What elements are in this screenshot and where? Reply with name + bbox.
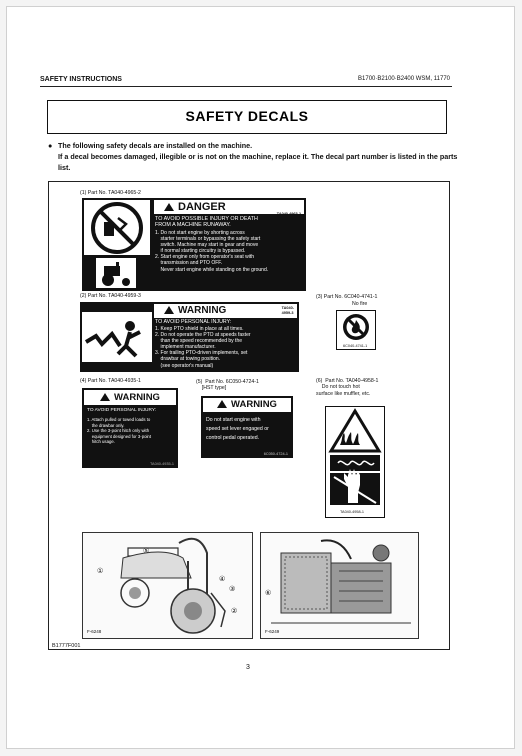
decal-1-label: (1) Part No. TA040-4965-2 (80, 190, 141, 196)
decal-1-body: 1. Do not start engine by shorting across starter terminals or bypassing the safety start switch. Machine may start in gear and move if normal starting circuitry is bypassed. 2. Start engine only from operator's seat with transmission and PTO OFF. Never start engine while standing on the ground. (155, 230, 269, 273)
decal-6-code: TA040-4958-1 (340, 510, 364, 514)
pto-entanglement-icon (82, 312, 152, 362)
warning-signal-word: WARNING (178, 305, 227, 316)
decal-4-heading: TO AVOID PERSONAL INJURY: (87, 408, 157, 413)
decal-5-code: 6C050-4724-1 (263, 452, 288, 456)
illustration-left-code: F-6248 (87, 629, 102, 634)
decal-5-label (196, 379, 259, 392)
svg-text:⑤: ⑤ (143, 547, 150, 555)
decal-3-code: 6C040-4741-1 (343, 344, 368, 348)
decal-5-part: (5) Part No. 6C050-4724-1 (196, 379, 259, 385)
svg-text:③: ③ (229, 585, 236, 593)
svg-text:⑥: ⑥ (265, 589, 272, 597)
decal-4-code: TA040-4935-1 (150, 462, 174, 466)
warning-signal-word: WARNING (231, 399, 277, 410)
decal-2-body: 1. Keep PTO shield in place at all times. 2. Do not operate the PTO at speeds faster than the speed recommended by the implement manufacturer. 3. For trailing PTO-driven implements, set drawbar at towing position. (see operator's manual) (155, 326, 251, 369)
svg-text:④: ④ (219, 575, 226, 583)
page-title: SAFETY DECALS (47, 100, 447, 134)
page-number: 3 (246, 664, 250, 671)
tractor-icon (96, 258, 136, 288)
decal-4 (82, 388, 178, 468)
model-code: B1700·B2100·B2400 WSM, 11770 (358, 76, 450, 82)
pto-pictogram (82, 312, 152, 362)
warning-banner (84, 390, 176, 405)
decal-1-heading: TO AVOID POSSIBLE INJURY OR DEATH FROM A MACHINE RUNAWAY. (155, 216, 258, 229)
no-fire-icon (337, 311, 375, 343)
hot-surface-icon (326, 407, 384, 507)
decal-2-heading: TO AVOID PERSONAL INJURY: (155, 319, 232, 325)
engine-illustration-right (260, 532, 419, 639)
danger-banner (154, 200, 304, 214)
runaway-pictogram (84, 200, 150, 255)
runaway-icon (84, 200, 150, 255)
intro-line-2: If a decal becomes damaged, illegible or is not on the machine, replace it. The decal part number is listed in the parts list. (58, 152, 458, 172)
decal-6 (325, 406, 385, 518)
engine-drawing (261, 533, 418, 638)
tractor-pictogram (96, 258, 136, 288)
tractor-drawing (83, 533, 252, 638)
alert-triangle-icon (100, 393, 110, 401)
section-title: SAFETY INSTRUCTIONS (40, 76, 122, 83)
decal-5-body: Do not start engine with speed set lever engaged or control pedal operated. (206, 417, 269, 441)
decal-6-part: (6) Part No. TA040-4958-1 (316, 378, 379, 384)
decal-2 (80, 302, 299, 372)
bullet: ● (48, 141, 53, 150)
decal-3-label: (3) Part No. 6C040-4741-1 (316, 294, 378, 300)
decal-3-sub: No fire (352, 301, 368, 307)
alert-triangle-icon (164, 306, 174, 314)
alert-triangle-icon (217, 400, 227, 408)
page-header (40, 76, 450, 86)
svg-text:②: ② (231, 607, 238, 615)
decal-4-body: 1. Attach pulled or towed loads to the drawbar only. 2. Use the 3-point hitch only with equipment designed for 3-point hitch usage. (87, 417, 152, 445)
figure-code: B1777F001 (52, 643, 81, 649)
alert-triangle-icon (164, 203, 174, 211)
decal-4-label: (4) Part No. TA040-4935-1 (80, 378, 141, 384)
warning-signal-word: WARNING (114, 392, 160, 403)
tractor-illustration-left (82, 532, 253, 639)
header-rule (40, 86, 452, 87)
decal-2-code: TA040- 4959-3 (281, 306, 294, 315)
svg-text:①: ① (97, 567, 104, 575)
decal-3 (336, 310, 376, 350)
warning-banner (203, 398, 291, 412)
decal-1-code: TA040-4965-2 (276, 212, 301, 216)
decal-5-sub: [HST type] (201, 385, 227, 392)
illustration-right-code: F-6249 (265, 629, 280, 634)
decal-5 (201, 396, 293, 458)
decal-6-sub: Do not touch hot surface like muffler, etc. (316, 384, 371, 397)
decal-2-label: (2) Part No. TA040-4959-3 (80, 293, 141, 299)
warning-banner (154, 304, 297, 318)
decal-6-label (316, 378, 378, 397)
decal-1 (82, 198, 306, 291)
danger-signal-word: DANGER (178, 201, 226, 213)
intro-line-1: The following safety decals are installed on the machine. (58, 141, 253, 150)
